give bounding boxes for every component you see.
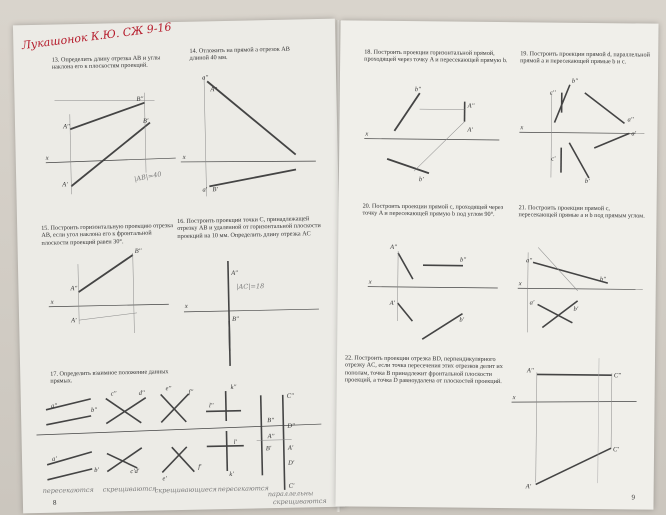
task-13-text: 13. Определить длину отрезка AB и углы наклона его к плоскостям проекций. [51, 54, 161, 72]
svg-text:l': l' [233, 438, 237, 446]
answer-3: скрещивающиеся [154, 485, 217, 495]
svg-text:x: x [512, 394, 516, 402]
svg-text:B'': B'' [134, 247, 142, 255]
svg-text:c'd': c'd' [130, 467, 140, 476]
svg-text:A': A' [71, 317, 77, 325]
svg-text:a': a' [51, 455, 57, 463]
svg-text:A'': A'' [267, 433, 275, 441]
left-page [13, 19, 345, 514]
svg-text:b': b' [584, 177, 590, 185]
svg-text:c'': c'' [549, 89, 556, 97]
task-14-text: 14. Отложить на прямой a отрезок AB длиной 40 мм. [189, 45, 290, 63]
svg-text:a'': a'' [201, 74, 209, 82]
handwritten-name: Лукашонок К.Ю. СЖ 9-16 [20, 20, 173, 53]
svg-text:B': B' [142, 117, 149, 125]
svg-text:x: x [368, 278, 372, 286]
svg-text:b': b' [459, 316, 465, 324]
t15-x-axis [49, 304, 169, 307]
task-22-text: 22. Построить проекции отрезка BD, перпендикулярного отрезку AC, если точка пересечения этих отрезков делит их пополам, точка B принадлежит фронтальной плоскости проекций, а точка D равноудалена от плоскостей проекций. [344, 354, 503, 386]
svg-text:A'': A'' [62, 123, 70, 131]
svg-text:x: x [365, 130, 369, 138]
t14-x-axis [181, 159, 316, 164]
svg-text:C': C' [288, 482, 295, 490]
svg-text:a'': a'' [50, 402, 58, 410]
svg-text:A'': A'' [526, 367, 534, 375]
page-number-left: 8 [52, 498, 57, 507]
t13-x-axis [46, 158, 176, 163]
left-page-drawings [13, 19, 345, 514]
svg-text:A'': A'' [231, 269, 239, 277]
svg-text:b'': b'' [90, 406, 98, 414]
task-20-text: 20. Построить проекции прямой c, проходящей через точку A и пересекающей прямую b под углом 90°. [362, 202, 504, 219]
svg-text:x: x [45, 154, 49, 162]
svg-text:b'': b'' [599, 276, 606, 284]
t14-a-top [209, 170, 296, 187]
answer-2: скрещиваются [102, 484, 157, 494]
svg-text:D': D' [288, 459, 295, 467]
svg-text:b': b' [418, 176, 424, 184]
svg-text:e': e' [162, 475, 167, 483]
svg-text:b'': b'' [414, 86, 421, 94]
svg-text:d'': d'' [138, 389, 145, 397]
svg-text:A': A' [62, 181, 68, 189]
svg-text:e'': e'' [165, 385, 172, 393]
task-19-text: 19. Построить проекции прямой d, параллельной прямой a и пересекающей прямые b и c. [520, 50, 650, 66]
svg-text:x: x [182, 153, 186, 161]
svg-text:A': A' [525, 483, 532, 491]
svg-text:b': b' [573, 305, 579, 313]
answer-6: скрещиваются [272, 496, 327, 507]
svg-text:b'': b'' [571, 77, 578, 85]
svg-text:a': a' [631, 130, 637, 138]
svg-text:a'': a'' [627, 116, 634, 124]
svg-text:C'': C'' [286, 392, 294, 400]
task-21-text: 21. Построить проекции прямой c, пересекающей прямые a и b под прямым углом. [518, 204, 645, 220]
right-page-drawings [335, 20, 658, 509]
answer-4: пересекаются [217, 484, 269, 494]
page-number-right: 9 [631, 493, 636, 502]
task-18-text: 18. Построить проекции горизонтальной прямой, проходящей через точку A и пересекающей прямую b. [364, 48, 508, 65]
svg-text:a': a' [529, 299, 535, 307]
svg-text:A': A' [389, 299, 396, 307]
svg-text:A'': A'' [390, 243, 397, 251]
answer-5: параллельны [267, 489, 314, 499]
svg-text:x: x [184, 302, 188, 310]
svg-text:f'': f'' [188, 388, 194, 396]
svg-text:B'': B'' [267, 417, 275, 425]
svg-text:x: x [518, 280, 522, 288]
t16-x-axis [184, 309, 319, 312]
svg-text:b': b' [94, 466, 99, 474]
t17-x-axis [36, 424, 321, 435]
task-17-text: 17. Определить взаимное положение данных прямых. [50, 368, 169, 386]
task-15-text: 15. Построить горизонтальную проекцию отрезка AB, если угол наклона его к фронтальной плоскости проекций равен 30°. [41, 222, 174, 247]
svg-text:A'': A'' [70, 285, 78, 293]
svg-text:f': f' [198, 463, 202, 471]
svg-text:x: x [50, 298, 54, 306]
t14-a-front [207, 80, 296, 157]
svg-text:a': a' [202, 186, 208, 194]
note-ab-length: |AB|=40 [133, 170, 163, 184]
note-ac-length: |AC|=18 [236, 282, 265, 291]
svg-text:A'': A'' [467, 102, 475, 110]
svg-text:B': B' [265, 445, 272, 453]
right-page [335, 20, 658, 509]
svg-text:a'': a'' [526, 257, 533, 265]
svg-text:C'': C'' [613, 372, 622, 380]
svg-text:B'': B'' [232, 315, 239, 323]
svg-text:x: x [520, 124, 524, 132]
svg-text:A': A' [287, 444, 294, 452]
answer-1: пересекаются [42, 485, 94, 495]
svg-text:b'': b'' [460, 256, 467, 264]
svg-text:B'': B'' [136, 95, 144, 103]
t15-ab-front [78, 255, 134, 292]
svg-text:C': C' [613, 446, 619, 454]
svg-text:k': k' [229, 470, 234, 478]
t16-ab-top [229, 321, 230, 366]
svg-text:l'': l'' [208, 402, 214, 410]
svg-text:A'': A'' [210, 86, 218, 94]
svg-text:B': B' [212, 186, 218, 194]
t13-ab-front [70, 103, 146, 130]
svg-text:k'': k'' [230, 383, 237, 391]
svg-text:c'': c'' [110, 390, 117, 398]
svg-text:A': A' [467, 126, 473, 134]
task-16-text: 16. Построить проекции точки C, принадлежащей отрезку AB и удаленной от горизонтальной плоскости проекций на 10 мм. Определить длину отрезка AC [176, 215, 321, 240]
svg-text:D'': D'' [287, 422, 295, 430]
svg-text:c': c' [551, 155, 556, 163]
